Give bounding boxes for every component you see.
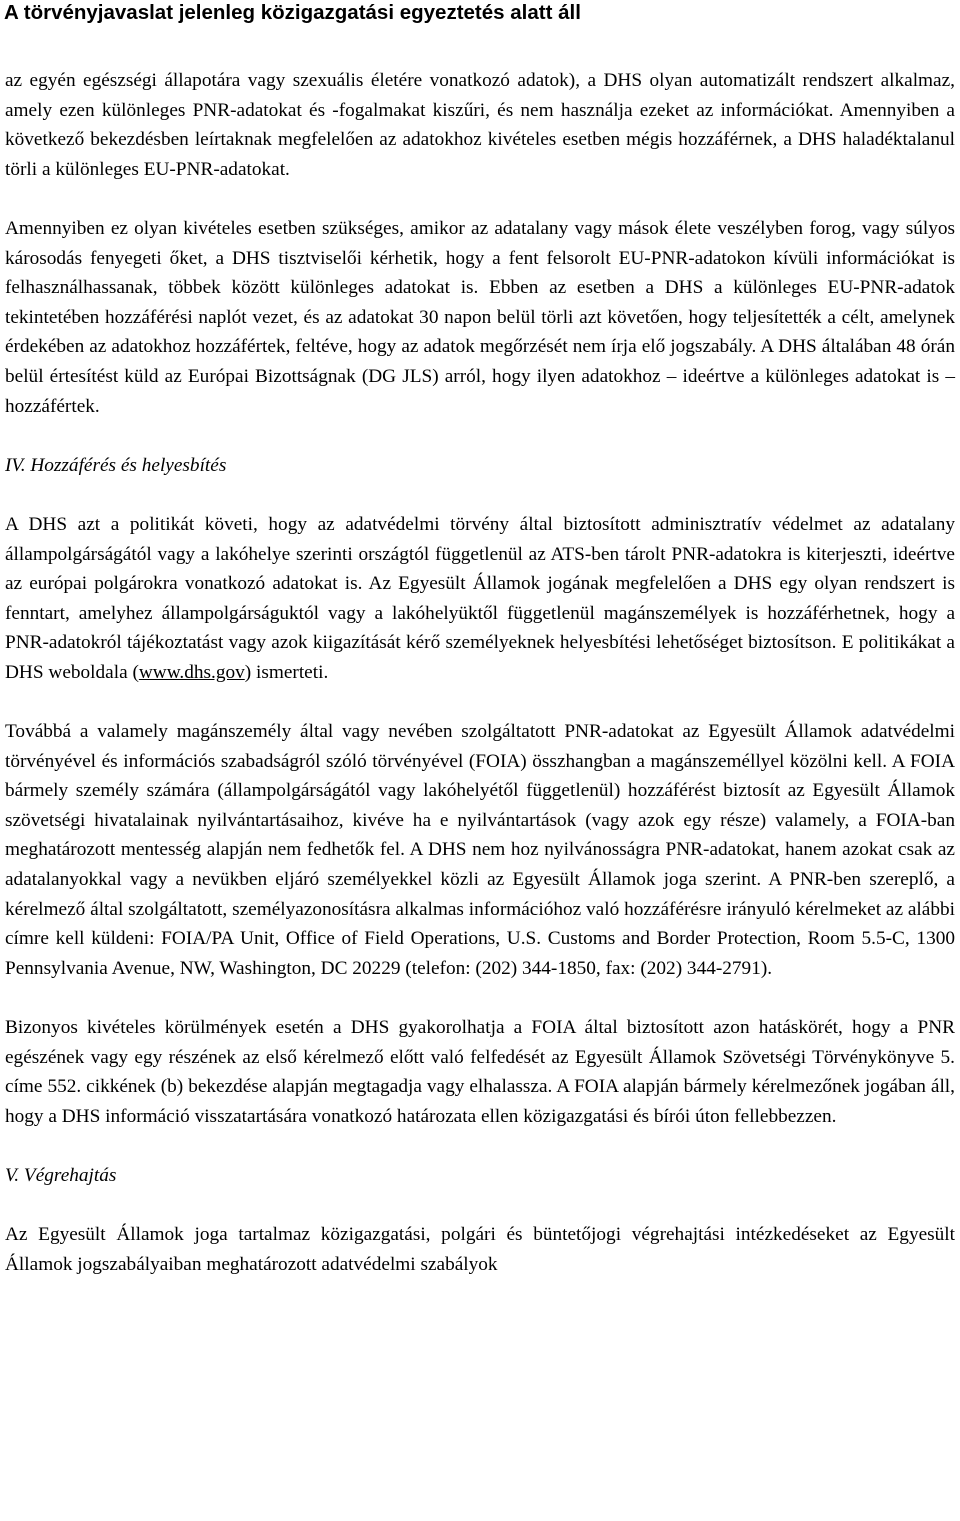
paragraph-access-policy-tail: ) ismerteti. — [244, 661, 329, 683]
section-heading-access-rectification: IV. Hozzáférés és helyesbítés — [5, 454, 227, 476]
paragraph-enforcement: Az Egyesült Államok joga tartalmaz közigazgatási, polgári és büntetőjogi végrehajtási intézkedéseket az Egyesült Államok jogszabályaiban meghatározott adatvédelmi szabályok — [5, 1224, 955, 1275]
section-heading-enforcement: V. Végrehajtás — [5, 1164, 117, 1186]
paragraph-special-data: az egyén egészségi állapotára vagy szexuális életére vonatkozó adatok), a DHS olyan automatizált rendszert alkalmaz, amely ezen különleges PNR-adatokat és -fogalmakat kiszűri, és nem használja ezeket az információkat. Amennyiben a következő bekezdésben leírtaknak megfelelően az adatokhoz kivételes esetben mégis hozzáférnek, a DHS haladéktalanul törli a különleges EU-PNR-adatokat. — [5, 70, 955, 180]
dhs-website-link[interactable]: www.dhs.gov — [138, 661, 245, 683]
document-header: A törvényjavaslat jelenleg közigazgatási egyeztetés alatt áll — [4, 1, 581, 24]
document-body — [5, 66, 955, 1309]
paragraph-foia: Továbbá a valamely magánszemély által vagy nevében szolgáltatott PNR-adatokat az Egyesült Államok adatvédelmi törvényével és információs szabadságról szóló törvényével (FOIA) összhangban a magánszeméllyel közölni kell. A FOIA bármely személy számára (állampolgárságától vagy lakóhelyétől függetlenül) hozzáférést biztosít az Egyesült Államok szövetségi hivatalainak nyilvántartásaihoz, kivéve ha e nyilvántartások (vagy azok egy része) valamely, a FOIA-ban meghatározott mentesség alapján nem fedhetők fel. A DHS nem hoz nyilvánosságra PNR-adatokat, hanem azokat csak az adatalanyokkal vagy a nevükben eljáró személyekkel közli az Egyesült Államok joga szerint. A PNR-ben szereplő, a kérelmező által szolgáltatott, személyazonosításra alkalmas információhoz való hozzáférésre irányuló kérelmeket az alábbi címre kell küldeni: FOIA/PA Unit, Office of Field Operations, U.S. Customs and Border Protection, Room 5.5-C, 1300 Pennsylvania Avenue, NW, Washington, DC 20229 (telefon: (202) 344-1850, fax: (202) 344-2791). — [5, 721, 955, 979]
paragraph-access-policy — [5, 510, 955, 688]
paragraph-foia-exceptions: Bizonyos kivételes körülmények esetén a DHS gyakorolhatja a FOIA által biztosított azon hatáskörét, hogy a PNR egészének vagy egy részének az első kérelmező előtt való felfedését az Egyesült Államok Szövetségi Törvénykönyve 5. címe 552. cikkének (b) bekezdése alapján megtagadja vagy elhalassza. A FOIA alapján bármely kérelmezőnek jogában áll, hogy a DHS információ visszatartására vonatkozó határozata ellen közigazgatási és bírói úton fellebbezzen. — [5, 1017, 955, 1127]
paragraph-access-policy-text: A DHS azt a politikát követi, hogy az adatvédelmi törvény által biztosított adminisztratív védelmet az adatalany állampolgárságától vagy a lakóhelye szerinti országtól függetlenül az ATS-ben tárolt PNR-adatokra is kiterjeszti, ideértve az európai polgárokra vonatkozó adatokat is. Az Egyesült Államok jogának megfelelően a DHS egy olyan rendszert is fenntart, amelyhez állampolgárságuktól vagy a lakóhelyüktől függetlenül magánszemélyek is hozzáférhetnek, hogy a PNR-adatokról tájékoztatást vagy azok kiigazítását kérő személyeknek helyesbítési lehetőséget biztosítson. E politikákat a DHS weboldala ( — [5, 513, 955, 683]
paragraph-exceptional-access: Amennyiben ez olyan kivételes esetben szükséges, amikor az adatalany vagy mások élete veszélyben forog, vagy súlyos károsodás fenyegeti őket, a DHS tisztviselői kérhetik, hogy a fent felsorolt EU-PNR-adatokon kívüli információkat is felhasználhassanak, többek között különleges adatokat is. Ebben az esetben a DHS a különleges EU-PNR-adatok tekintetében hozzáférési naplót vezet, és az adatokat 30 napon belül törli azt követően, hogy teljesítették a célt, amelynek érdekében az adatokhoz hozzáfértek, feltéve, hogy az adatok megőrzését nem írja elő jogszabály. A DHS általában 48 órán belül értesítést küld az Európai Bizottságnak (DG JLS) arról, hogy ilyen adatokhoz – ideértve a különleges adatokat is – hozzáfértek. — [5, 217, 955, 417]
